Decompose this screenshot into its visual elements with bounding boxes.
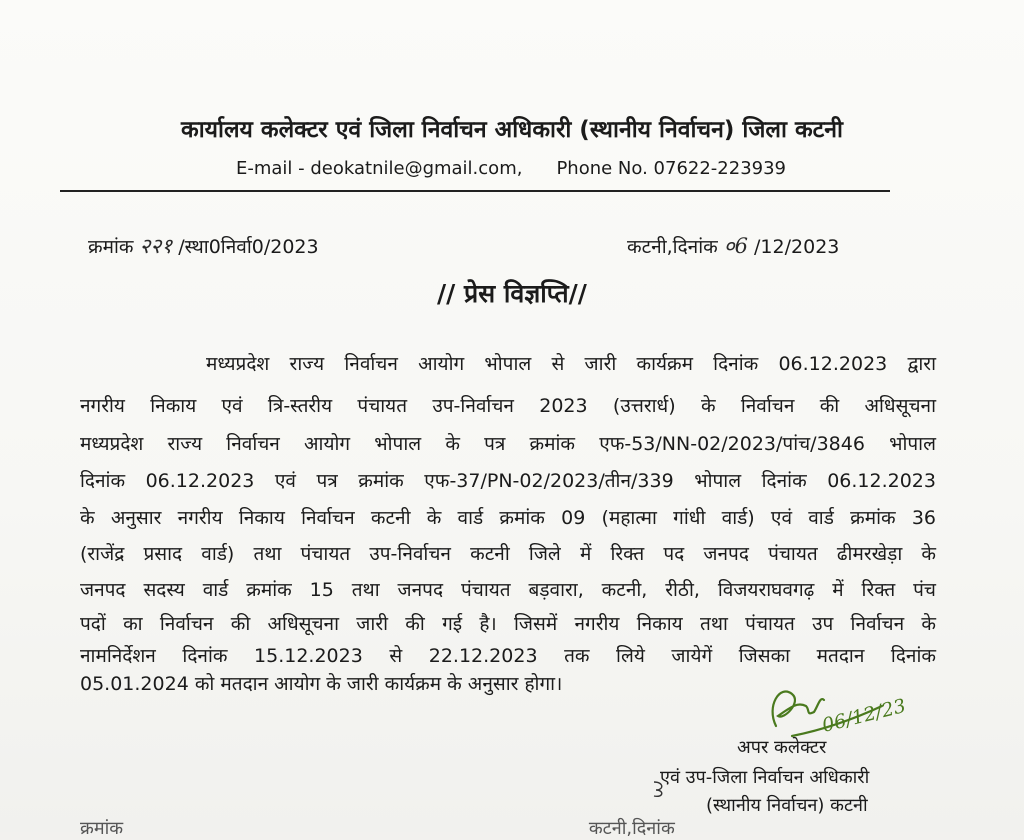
cutoff-reference-prefix: क्रमांक	[80, 818, 124, 839]
body-line: दिनांक 06.12.2023 एवं पत्र क्रमांक एफ-37/PN-02/2023/तीन/339 भोपाल दिनांक 06.12.2023	[80, 470, 936, 492]
body-line: मध्यप्रदेश राज्य निर्वाचन आयोग भोपाल से जारी कार्यक्रम दिनांक 06.12.2023 द्वारा	[206, 353, 936, 375]
contact-line	[236, 158, 786, 179]
body-line: (राजेंद्र प्रसाद वार्ड) तथा पंचायत उप-निर्वाचन कटनी जिले में रिक्त पद जनपद पंचायत ढीमरखेड़ा के	[80, 543, 936, 565]
body-line: जनपद सदस्य वार्ड क्रमांक 15 तथा जनपद पंचायत बड़वारा, कटनी, रीठी, विजयराघवगढ़ में रिक्त पंच	[80, 579, 936, 601]
body-line: मध्यप्रदेश राज्य निर्वाचन आयोग भोपाल के पत्र क्रमांक एफ-53/NN-02/2023/पांच/3846 भोपाल	[80, 433, 936, 455]
body-line: पदों का निर्वाचन की अधिसूचना जारी की गई है। जिसमें नगरीय निकाय तथा पंचायत उप निर्वाचन के	[80, 613, 936, 635]
email-text: E-mail - deokatnile@gmail.com,	[236, 158, 523, 179]
phone-text: Phone No. 07622-223939	[556, 158, 787, 179]
reference-number	[88, 232, 319, 260]
body-line: नामनिर्देशन दिनांक 15.12.2023 से 22.12.2023 तक लिये जायेगें जिसका मतदान दिनांक	[80, 645, 936, 667]
cutoff-date-prefix: कटनी,दिनांक	[588, 818, 675, 839]
reference-handwritten-number: २२१	[139, 234, 173, 258]
office-title: कार्यालय कलेक्टर एवं जिला निर्वाचन अधिकारी (स्थानीय निर्वाचन) जिला कटनी	[181, 117, 843, 143]
reference-suffix: /स्था0निर्वा0/2023	[178, 236, 319, 258]
ink-mark	[648, 778, 670, 800]
body-line: नगरीय निकाय एवं त्रि-स्तरीय पंचायत उप-निर्वाचन 2023 (उत्तरार्ध) के निर्वाचन की अधिसूचना	[80, 395, 936, 417]
press-release-heading: // प्रेस विज्ञप्ति//	[437, 279, 587, 308]
body-line: के अनुसार नगरीय निकाय निर्वाचन कटनी के वार्ड क्रमांक 09 (महात्मा गांधी वार्ड) एवं वार्ड क्रमांक 36	[80, 507, 936, 529]
date-prefix: कटनी,दिनांक	[627, 236, 718, 258]
signatory-designation-1: अपर कलेक्टर	[737, 737, 827, 758]
document-date	[627, 232, 839, 260]
signature-date: 06/12/23	[819, 694, 909, 737]
header-divider	[60, 190, 890, 192]
date-suffix: /12/2023	[754, 236, 840, 258]
body-line: 05.01.2024 को मतदान आयोग के जारी कार्यक्रम के अनुसार होगा।	[80, 673, 563, 695]
signatory-designation-2: एवं उप-जिला निर्वाचन अधिकारी	[660, 767, 870, 788]
reference-prefix: क्रमांक	[88, 236, 134, 258]
next-section-cutoff	[80, 818, 940, 839]
ink-squiggle-icon	[648, 778, 670, 800]
signatory-designation-3: (स्थानीय निर्वाचन) कटनी	[706, 795, 868, 816]
date-handwritten-day: ०6	[723, 234, 749, 258]
